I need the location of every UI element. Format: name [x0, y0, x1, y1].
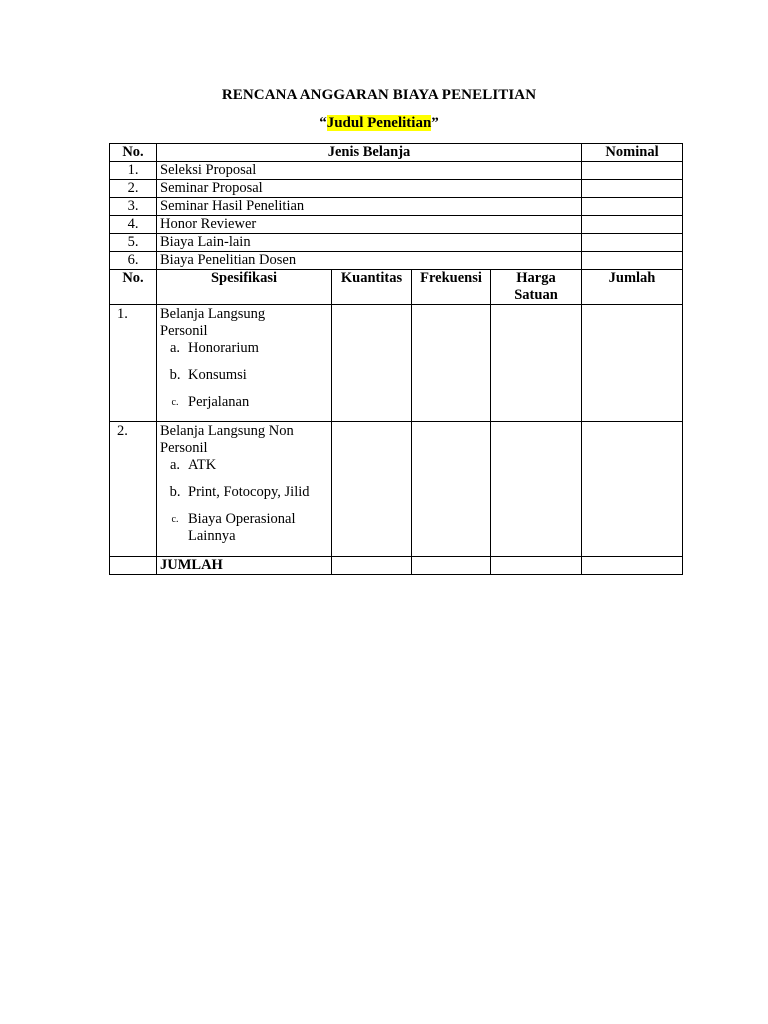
total-frekuensi [412, 557, 491, 575]
summary-row-item: Seminar Hasil Penelitian [157, 198, 582, 216]
sub-item-label: Honorarium [188, 340, 259, 356]
budget-table [109, 143, 683, 575]
total-row [110, 557, 683, 575]
summary-row [110, 252, 683, 270]
total-kuantitas [332, 557, 412, 575]
sub-item-marker: c. [171, 514, 179, 525]
section-spesifikasi [157, 305, 332, 422]
summary-row-no: 3. [110, 198, 157, 216]
sub-item-marker: b. [169, 367, 181, 383]
sub-item-marker: b. [169, 484, 181, 500]
summary-row [110, 180, 683, 198]
total-jumlah [582, 557, 683, 575]
summary-row-nominal [582, 198, 683, 216]
summary-row-nominal [582, 162, 683, 180]
sub-item-label: Perjalanan [188, 394, 250, 410]
summary-row-no: 2. [110, 180, 157, 198]
section-title: Belanja Langsung [160, 306, 266, 322]
section-kuantitas [332, 422, 412, 557]
detail-section-row [110, 422, 683, 557]
detail-header-row [110, 270, 683, 305]
sub-item-marker: c. [171, 397, 179, 408]
total-harga-satuan [491, 557, 582, 575]
total-label: JUMLAH [157, 557, 332, 575]
sub-item [160, 340, 328, 357]
section-title-cont: Personil [160, 323, 208, 339]
research-title [0, 115, 758, 132]
section-no: 1. [110, 305, 157, 422]
section-no: 2. [110, 422, 157, 557]
summary-row [110, 234, 683, 252]
detail-header-kuantitas: Kuantitas [332, 270, 412, 305]
detail-header-frekuensi: Frekuensi [412, 270, 491, 305]
sub-item-label: Konsumsi [188, 367, 247, 383]
summary-row-no: 6. [110, 252, 157, 270]
sub-item-label: ATK [188, 457, 217, 473]
sub-item [160, 394, 328, 411]
header-nominal: Nominal [582, 144, 683, 162]
sub-item [160, 457, 328, 474]
document-title: RENCANA ANGGARAN BIAYA PENELITIAN [221, 87, 537, 103]
sub-item-list [160, 340, 328, 411]
summary-row-nominal [582, 180, 683, 198]
section-frekuensi [412, 422, 491, 557]
detail-header-no: No. [110, 270, 157, 305]
sub-item-label: Print, Fotocopy, Jilid [188, 484, 310, 500]
close-quote: ” [431, 115, 439, 131]
detail-section-row [110, 305, 683, 422]
highlighted-research-title: Judul Penelitian [326, 115, 432, 131]
summary-row-no: 1. [110, 162, 157, 180]
header-no: No. [110, 144, 157, 162]
section-spesifikasi [157, 422, 332, 557]
sub-item [160, 511, 328, 545]
summary-row [110, 162, 683, 180]
detail-header-spesifikasi: Spesifikasi [157, 270, 332, 305]
summary-header-row [110, 144, 683, 162]
summary-row-item: Seminar Proposal [157, 180, 582, 198]
section-harga-satuan [491, 305, 582, 422]
summary-row-no: 5. [110, 234, 157, 252]
total-no [110, 557, 157, 575]
summary-row-item: Biaya Lain-lain [157, 234, 582, 252]
summary-row-item: Honor Reviewer [157, 216, 582, 234]
harga-label: Harga [516, 270, 556, 286]
section-title-cont: Personil [160, 440, 208, 456]
sub-item-label-line: Biaya Operasional [188, 511, 296, 527]
section-title: Belanja Langsung Non [160, 423, 294, 439]
summary-row-no: 4. [110, 216, 157, 234]
summary-row-nominal [582, 234, 683, 252]
summary-row-nominal [582, 216, 683, 234]
detail-header-harga-satuan [491, 270, 582, 305]
sub-item [160, 367, 328, 384]
open-quote: “ [319, 115, 327, 131]
summary-row-item: Seleksi Proposal [157, 162, 582, 180]
sub-item-label [188, 511, 328, 545]
summary-row [110, 198, 683, 216]
summary-row [110, 216, 683, 234]
sub-item-marker: a. [169, 340, 181, 356]
summary-row-nominal [582, 252, 683, 270]
satuan-label: Satuan [514, 287, 558, 303]
sub-item-list [160, 457, 328, 545]
sub-item-label-line: Lainnya [188, 528, 236, 544]
section-frekuensi [412, 305, 491, 422]
summary-row-item: Biaya Penelitian Dosen [157, 252, 582, 270]
section-jumlah [582, 305, 683, 422]
section-kuantitas [332, 305, 412, 422]
detail-header-jumlah: Jumlah [582, 270, 683, 305]
section-jumlah [582, 422, 683, 557]
header-jenis-belanja: Jenis Belanja [157, 144, 582, 162]
sub-item [160, 484, 328, 501]
section-harga-satuan [491, 422, 582, 557]
sub-item-marker: a. [169, 457, 181, 473]
